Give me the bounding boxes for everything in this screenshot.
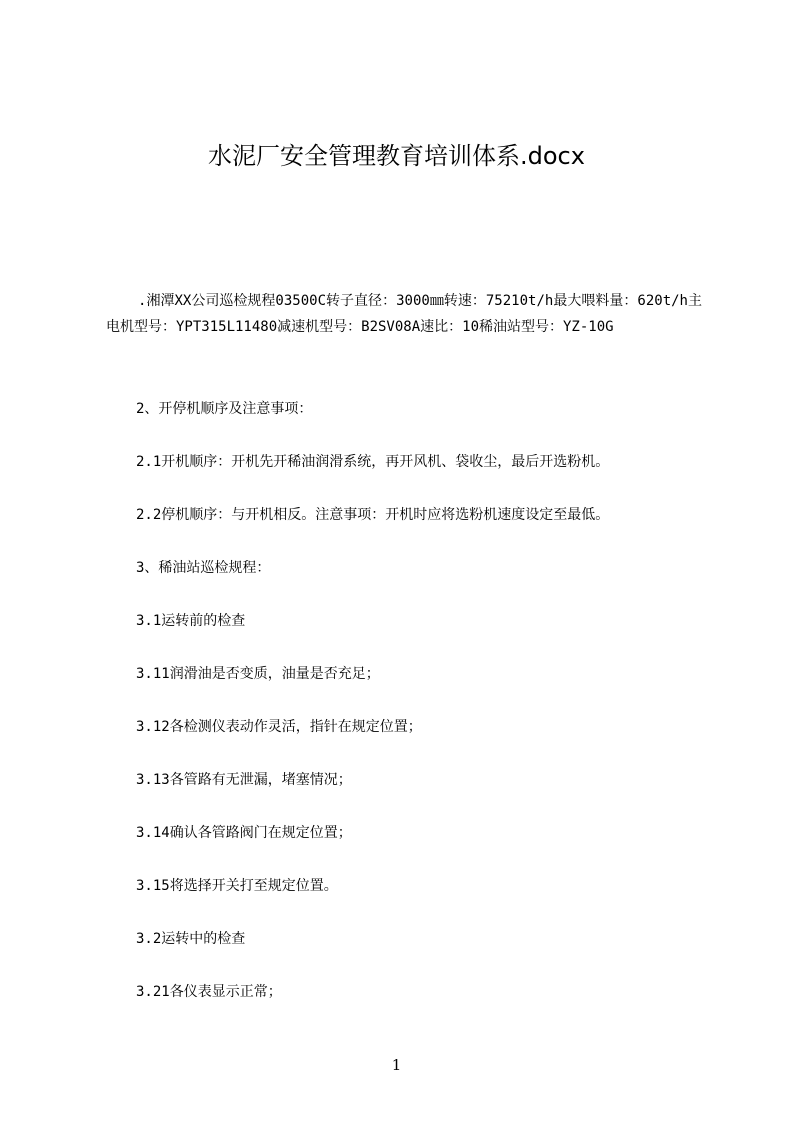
document-title: 水泥厂安全管理教育培训体系.docx <box>208 142 585 170</box>
paragraph-9: 3.14确认各管路阀门在规定位置； <box>136 825 352 841</box>
paragraph-5: 3.1运转前的检查 <box>136 613 246 629</box>
paragraph-1: 2、开停机顺序及注意事项： <box>136 401 313 417</box>
page-number: 1 <box>391 1056 402 1074</box>
paragraph-10: 3.15将选择开关打至规定位置。 <box>136 878 338 894</box>
paragraph-3: 2.2停机顺序：与开机相反。注意事项：开机时应将选粉机速度设定至最低。 <box>136 507 610 523</box>
paragraph-7: 3.12各检测仪表动作灵活，指针在规定位置； <box>136 719 422 735</box>
paragraph-8: 3.13各管路有无泄漏，堵塞情况； <box>136 772 352 788</box>
paragraph-4: 3、稀油站巡检规程： <box>136 560 271 576</box>
paragraph-12: 3.21各仪表显示正常； <box>136 984 282 1000</box>
paragraph-6: 3.11润滑油是否变质，油量是否充足； <box>136 666 380 682</box>
paragraph-2: 2.1开机顺序：开机先开稀油润滑系统，再开风机、袋收尘，最后开选粉机。 <box>136 454 610 470</box>
paragraph-11: 3.2运转中的检查 <box>136 931 246 947</box>
intro-paragraph: .湘潭XX公司巡检规程03500C转子直径：3000㎜转速：75210t/h最大喂料量：620t/h主电机型号：YPT315L11480减速机型号：B2SV08A速比：10稀油站型号：YZ-10G <box>106 293 702 335</box>
